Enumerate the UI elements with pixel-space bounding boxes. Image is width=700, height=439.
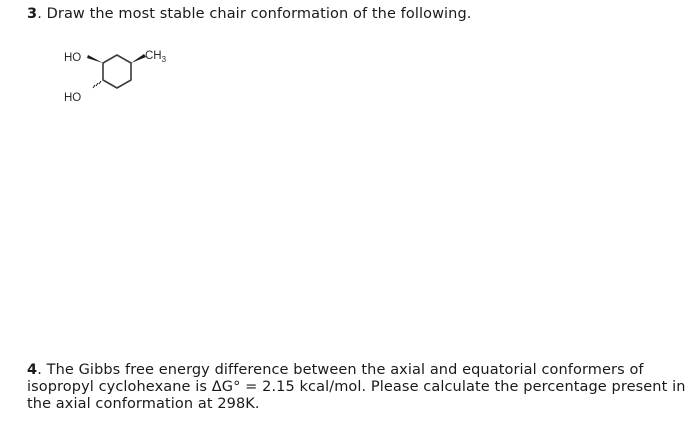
question-4: [27, 362, 686, 413]
question-4-number: 4: [27, 362, 38, 378]
wedge-bond-ch3: [131, 54, 146, 63]
cyclohexane-ring: [103, 55, 131, 88]
ho-bottom-label: HO: [64, 92, 82, 104]
question-3-text: . Draw the most stable chair conformation of the following.: [37, 6, 472, 22]
question-3: [27, 6, 471, 23]
ho-top-label: HO: [64, 52, 82, 64]
ch3-label: $CH_3$: [145, 50, 167, 64]
question-4-line-1-text: . The Gibbs free energy difference between the axial and equatorial conformers of: [37, 362, 644, 378]
question-4-line-2: isopropyl cyclohexane is ΔG° = 2.15 kcal/mol. Please calculate the percentage present in: [27, 379, 686, 395]
question-3-number: 3: [27, 6, 38, 22]
question-4-line-1: [27, 362, 677, 379]
cyclohexane-structure: [55, 40, 195, 115]
question-4-line-3: the axial conformation at 298K.: [27, 396, 260, 412]
wedge-bond-ho-top: [87, 55, 103, 63]
hash-bond-ho-bottom: [93, 81, 101, 88]
